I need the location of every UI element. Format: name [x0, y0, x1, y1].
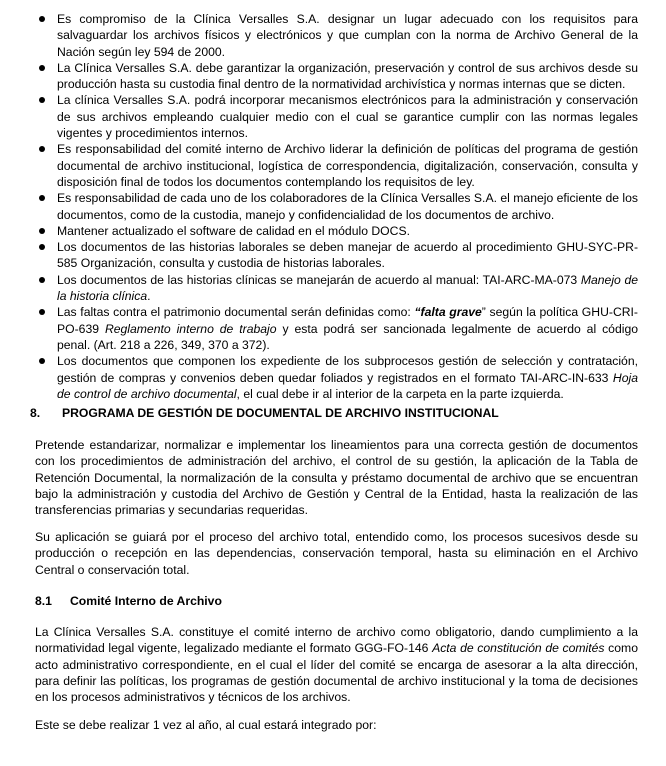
section-8-title: PROGRAMA DE GESTIÓN DE DOCUMENTAL DE ARCHIVO INSTITUCIONAL [62, 406, 499, 420]
section-8-heading [30, 405, 499, 421]
text-run: La clínica Versalles S.A. podrá incorporar mecanismos electrónicos para la administración y conservación de sus archivos empleando cualquier medio con el cual se garantice cumplir con las normas legales vigentes y procedimientos internos. [57, 93, 638, 141]
section-8-1-paragraph-2: Este se debe realizar 1 vez al año, al cual estará integrado por: [35, 718, 377, 732]
bullet-dot-icon [39, 65, 45, 71]
bullet-dot-icon [39, 16, 45, 22]
bullet-item [40, 239, 638, 272]
bullet-dot-icon [39, 244, 45, 250]
section-8-1-paragraph-1 [35, 624, 638, 705]
text-run: Es responsabilidad del comité interno de Archivo liderar la definición de políticas del programa de gestión documental de archivo institucional, logística de correspondencia, digitalización, conservación, consulta y disposición final de todos los documentos contemplando los requisitos de ley. [57, 142, 638, 189]
section-8-paragraph-1: Pretende estandarizar, normalizar e implementar los lineamientos para una correcta gestión de documentos con los procedimientos de administración del archivo, el control de su gestión, la aplicación de la Tabla de Retención Documental, la normalización de la consulta y préstamo documental de archivo que se encuentran bajo la administración y custodia del Archivo de Gestión y Central de la Entidad, hasta la realización de las transferencias primarias y secundarias requeridas. [35, 438, 638, 518]
italic-text: Hoja de control de archivo documental [57, 370, 638, 401]
text-run: ” según la política GHU-CRI-PO-639 [57, 305, 638, 336]
bullet-item [40, 272, 638, 305]
text-run: La Clínica Versalles S.A. debe garantizar la organización, preservación y control de sus archivos desde su producción hasta su custodia final dentro de la normatividad archivística y normas internas que se dicten. [57, 60, 638, 92]
text-run: , el cual debe ir al interior de la carpeta en la parte izquierda. [236, 386, 564, 401]
bullet-dot-icon [39, 195, 45, 201]
bullet-item [40, 11, 638, 60]
bullet-item [40, 223, 638, 239]
section-8-1-heading [35, 593, 222, 609]
text-run: . [147, 289, 151, 304]
bullet-item [40, 353, 638, 402]
text-run: Mantener actualizado el software de calidad en el módulo DOCS. [57, 223, 410, 238]
bullet-dot-icon [39, 228, 45, 234]
text-run: La Clínica Versalles S.A. constituye el comité interno de archivo como obligatorio, dando cumplimiento a la normatividad legal vigente, legalizado mediante el formato GGG-FO-146 [35, 625, 638, 656]
text-run: como acto administrativo correspondiente, en el cual el líder del comité se encarga de asesorar a la alta dirección, para definir las políticas, los programas de gestión documental de archivo institucional y la toma de decisiones en los procesos administrativos y técnicos de los archivos. [35, 641, 638, 705]
bold-italic-text: “falta grave [414, 305, 482, 320]
bullet-dot-icon [39, 309, 45, 315]
bullet-dot-icon [39, 146, 45, 152]
text-run: Las faltas contra el patrimonio documental serán definidas como: [57, 305, 415, 320]
italic-text: Acta de constitución de comités [432, 641, 605, 656]
italic-text: Manejo de la historia clínica [57, 272, 638, 304]
section-8-1-number: 8.1 [35, 594, 52, 608]
section-8-1-title: Comité Interno de Archivo [70, 594, 222, 608]
bullet-dot-icon [39, 277, 45, 283]
bullet-item [40, 190, 638, 223]
bullet-item [40, 92, 638, 141]
text-run: Los documentos de las historias clínicas se manejarán de acuerdo al manual: TAI-ARC-MA-073 [57, 272, 581, 287]
bullet-item [40, 304, 638, 353]
text-run: Los documentos que componen los expediente de los subprocesos gestión de selección y contratación, gestión de compras y convenios deben quedar foliados y registrados en el formato TAI-ARC-IN-633 [57, 354, 638, 385]
bullet-item [40, 60, 638, 93]
bullet-dot-icon [39, 358, 45, 364]
italic-text: Reglamento interno de trabajo [104, 321, 277, 336]
bullet-dot-icon [39, 97, 45, 103]
text-run: Es compromiso de la Clínica Versalles S.A. designar un lugar adecuado con los requisitos para salvaguardar los archivos físicos y electrónicos y que cumplan con la norma de Archivo General de la Nación según ley 594 de 2000. [57, 12, 638, 59]
section-8-number: 8. [30, 406, 41, 420]
text-run: y esta podrá ser sancionada legalmente de acuerdo al código penal. (Art. 218 a 226, 349, 370 a 372). [57, 321, 638, 352]
section-8-paragraph-2: Su aplicación se guiará por el proceso del archivo total, entendido como, los procesos sucesivos desde su producción o recepción en las dependencias, conservación temporal, hasta su eliminación en el Archivo Central o conservación total. [35, 530, 638, 577]
text-run: Los documentos de las historias laborales se deben manejar de acuerdo al procedimiento GHU-SYC-PR-585 Organización, consulta y custodia de historias laborales. [57, 240, 638, 271]
policy-bullet-list [40, 11, 638, 402]
bullet-item [40, 141, 638, 190]
text-run: Es responsabilidad de cada uno de los colaboradores de la Clínica Versalles S.A. el manejo eficiente de los documentos, como de la custodia, manejo y confidencialidad de los documentos de archivo. [57, 191, 638, 222]
